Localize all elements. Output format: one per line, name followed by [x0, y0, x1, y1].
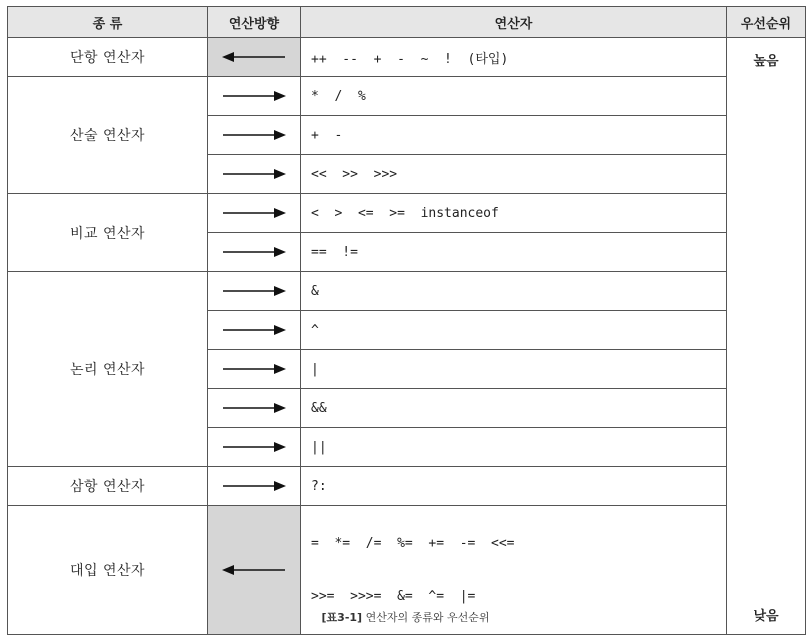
operators-cell: & — [301, 272, 727, 311]
arrow-left-icon — [222, 51, 286, 63]
operators-cell: << >> >>> — [301, 155, 727, 194]
group-arithmetic-label: 산술 연산자 — [8, 77, 208, 194]
direction-cell — [208, 311, 301, 350]
priority-column — [727, 38, 806, 635]
group-unary-label: 단항 연산자 — [8, 38, 208, 77]
caption-text: 연산자의 종류와 우선순위 — [362, 611, 490, 623]
arrow-right-icon — [222, 129, 286, 141]
operators-line-1: = *= /= %= += -= <<= — [311, 536, 515, 551]
header-operators: 연산자 — [301, 7, 727, 38]
direction-cell — [208, 350, 301, 389]
operators-cell: | — [301, 350, 727, 389]
direction-cell — [208, 38, 301, 77]
operators-cell: ?: — [301, 467, 727, 506]
table-row — [8, 467, 806, 506]
table-row — [8, 194, 806, 233]
direction-cell — [208, 272, 301, 311]
arrow-right-icon — [222, 168, 286, 180]
group-comparison-label: 비교 연산자 — [8, 194, 208, 272]
arrow-right-icon — [222, 246, 286, 258]
direction-cell — [208, 155, 301, 194]
table-row — [8, 38, 806, 77]
header-row — [8, 7, 806, 38]
direction-cell — [208, 389, 301, 428]
operators-line-2: >>= >>>= &= ^= |= — [311, 589, 476, 604]
arrow-right-icon — [222, 480, 286, 492]
priority-high-label: 높음 — [753, 54, 779, 69]
operators-cell: < > <= >= instanceof — [301, 194, 727, 233]
header-kind: 종 류 — [8, 7, 208, 38]
header-direction: 연산방향 — [208, 7, 301, 38]
arrow-left-icon — [222, 564, 286, 576]
group-ternary-label: 삼항 연산자 — [8, 467, 208, 506]
direction-cell — [208, 428, 301, 467]
operators-cell: ^ — [301, 311, 727, 350]
direction-cell — [208, 116, 301, 155]
group-assignment-label: 대입 연산자 — [8, 506, 208, 635]
operators-cell: || — [301, 428, 727, 467]
table-caption — [0, 609, 811, 623]
arrow-right-icon — [222, 207, 286, 219]
arrow-right-icon — [222, 402, 286, 414]
table-row — [8, 77, 806, 116]
direction-cell — [208, 467, 301, 506]
priority-low-label: 낮음 — [753, 609, 779, 624]
header-priority: 우선순위 — [727, 7, 806, 38]
arrow-right-icon — [222, 324, 286, 336]
operators-cell: == != — [301, 233, 727, 272]
arrow-right-icon — [222, 363, 286, 375]
direction-cell — [208, 194, 301, 233]
operator-precedence-table — [7, 6, 806, 635]
arrow-right-icon — [222, 90, 286, 102]
arrow-right-icon — [222, 441, 286, 453]
operators-cell: + - — [301, 116, 727, 155]
direction-cell — [208, 77, 301, 116]
operators-cell: && — [301, 389, 727, 428]
table-row — [8, 272, 806, 311]
group-logical-label: 논리 연산자 — [8, 272, 208, 467]
operators-cell: ++ -- + - ~ ! (타입) — [301, 38, 727, 77]
operators-cell: * / % — [301, 77, 727, 116]
arrow-right-icon — [222, 285, 286, 297]
direction-cell — [208, 233, 301, 272]
caption-number: [표3-1] — [321, 611, 363, 623]
